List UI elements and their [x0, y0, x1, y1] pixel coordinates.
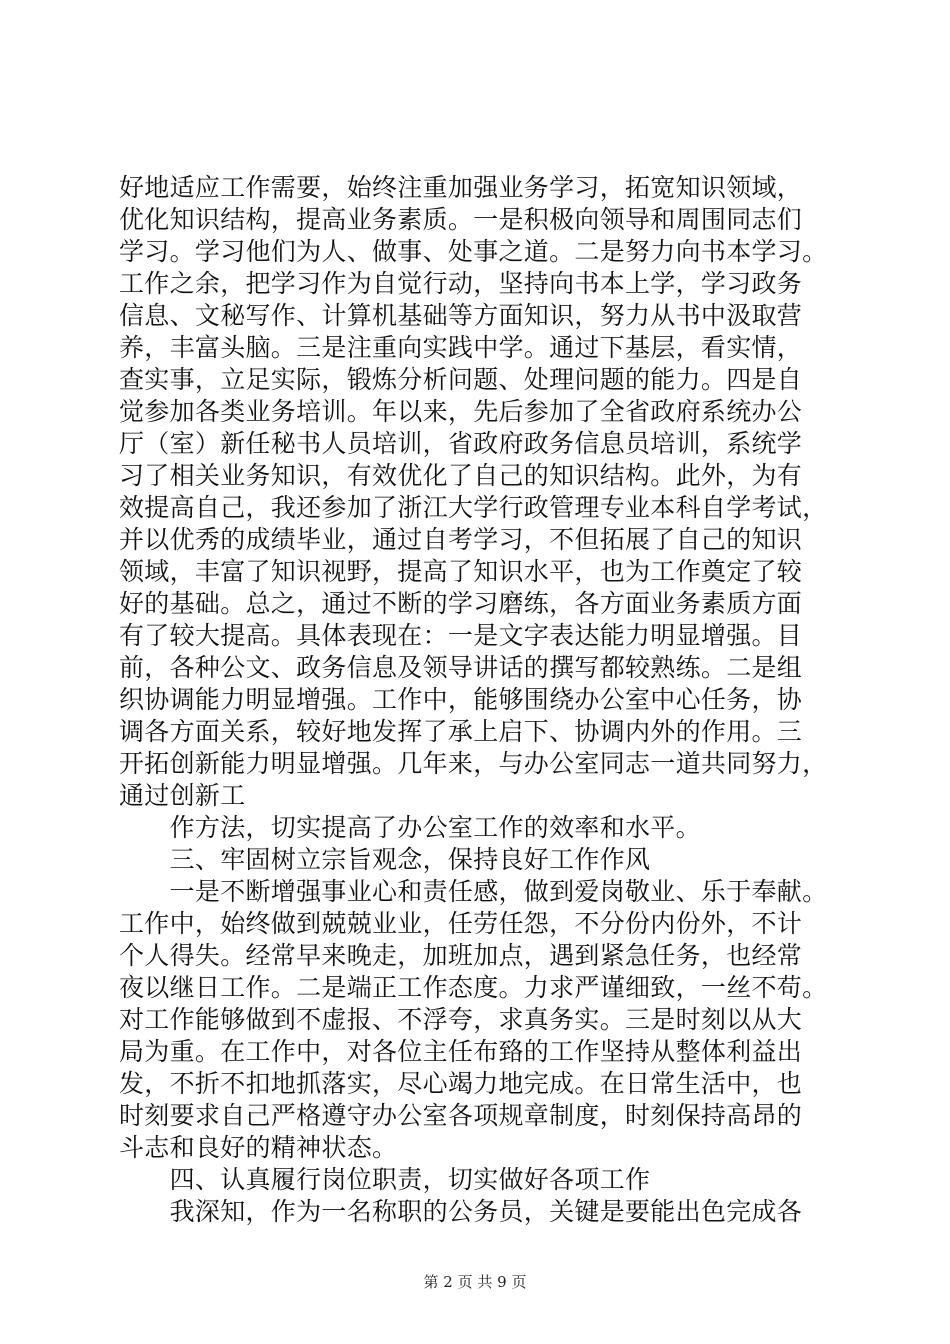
text-line: 个人得失。经常早来晚走，加班加点，遇到紧急任务，也经常: [119, 941, 803, 970]
text-line: 查实事，立足实际，锻炼分析问题、处理问题的能力。四是自: [119, 365, 803, 394]
text-line: 并以优秀的成绩毕业，通过自考学习，不但拓展了自己的知识: [119, 525, 803, 554]
text-line: 作方法，切实提高了办公室工作的效率和水平。: [119, 813, 701, 842]
text-line: 领域，丰富了知识视野，提高了知识水平，也为工作奠定了较: [119, 557, 803, 586]
text-line: 织协调能力明显增强。工作中，能够围绕办公室中心任务，协: [119, 685, 803, 714]
text-line: 觉参加各类业务培训。年以来，先后参加了全省政府系统办公: [119, 397, 803, 426]
text-line: 斗志和良好的精神状态。: [119, 1133, 398, 1162]
text-line: 一是不断增强事业心和责任感，做到爱岗敬业、乐于奉献。: [119, 877, 828, 906]
text-line: 调各方面关系，较好地发挥了承上启下、协调内外的作用。三: [119, 717, 803, 746]
text-line: 养，丰富头脑。三是注重向实践中学。通过下基层，看实情，: [119, 333, 803, 362]
section-heading: 四、认真履行岗位职责，切实做好各项工作: [119, 1165, 651, 1194]
text-line: 开拓创新能力明显增强。几年来，与办公室同志一道共同努力，: [119, 749, 828, 778]
text-line: 有了较大提高。具体表现在：一是文字表达能力明显增强。目: [119, 621, 803, 650]
text-line: 信息、文秘写作、计算机基础等方面知识，努力从书中汲取营: [119, 301, 803, 330]
body-text: [119, 172, 839, 1228]
text-line: 效提高自己，我还参加了浙江大学行政管理专业本科自学考试，: [119, 493, 828, 522]
text-line: 前，各种公文、政务信息及领导讲话的撰写都较熟练。二是组: [119, 653, 803, 682]
text-line: 习了相关业务知识，有效优化了自己的知识结构。此外，为有: [119, 461, 803, 490]
text-line: 学习。学习他们为人、做事、处事之道。二是努力向书本学习。: [119, 237, 828, 266]
text-line: 厅（室）新任秘书人员培训，省政府政务信息员培训，系统学: [119, 429, 803, 458]
text-line: 对工作能够做到不虚报、不浮夸，求真务实。三是时刻以从大: [119, 1005, 803, 1034]
section-heading: 三、牢固树立宗旨观念，保持良好工作作风: [119, 845, 651, 874]
text-line: 我深知，作为一名称职的公务员，关键是要能出色完成各: [119, 1197, 803, 1226]
text-line: 夜以继日工作。二是端正工作态度。力求严谨细致，一丝不苟。: [119, 973, 828, 1002]
text-line: 优化知识结构，提高业务素质。一是积极向领导和周围同志们: [119, 205, 803, 234]
text-line: 工作之余，把学习作为自觉行动，坚持向书本上学，学习政务: [119, 269, 803, 298]
text-line: 发，不折不扣地抓落实，尽心竭力地完成。在日常生活中，也: [119, 1069, 803, 1098]
text-line: 工作中，始终做到兢兢业业，任劳任怨，不分份内份外，不计: [119, 909, 803, 938]
text-line: 通过创新工: [119, 781, 246, 810]
page-footer: 第 2 页 共 9 页: [423, 1273, 527, 1291]
text-line: 时刻要求自己严格遵守办公室各项规章制度，时刻保持高昂的: [119, 1101, 803, 1130]
text-line: 好地适应工作需要，始终注重加强业务学习，拓宽知识领域，: [119, 173, 803, 202]
text-line: 局为重。在工作中，对各位主任布臵的工作坚持从整体利益出: [119, 1037, 803, 1066]
text-line: 好的基础。总之，通过不断的学习磨练，各方面业务素质方面: [119, 589, 803, 618]
